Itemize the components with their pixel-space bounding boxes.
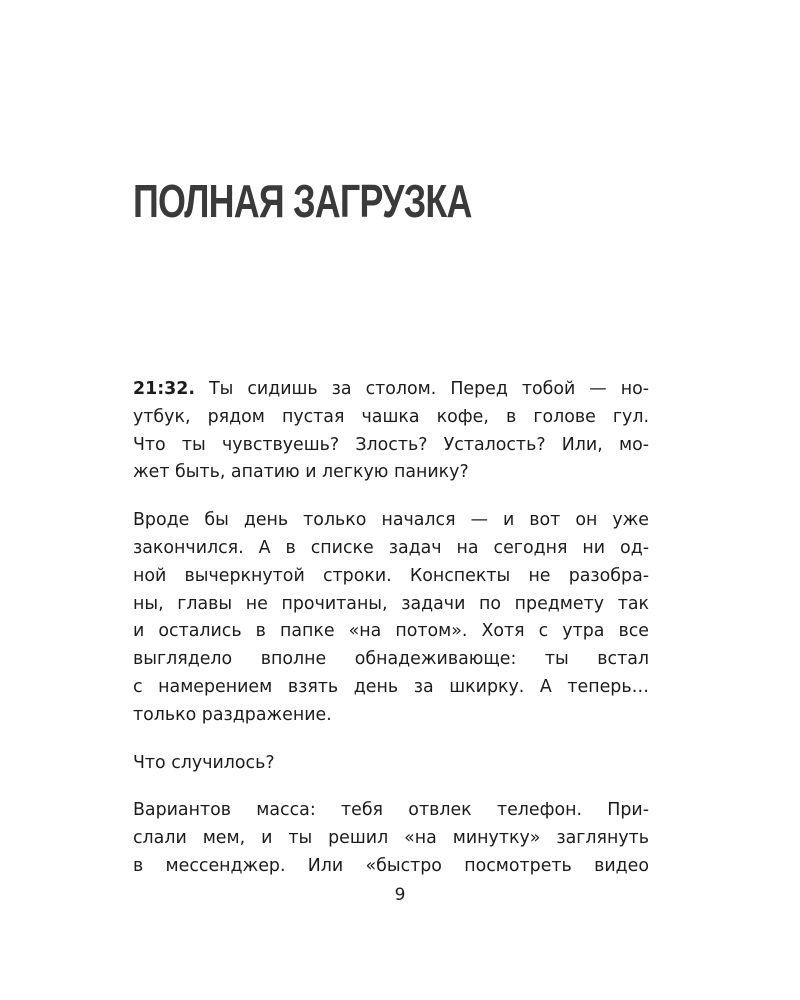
paragraph [133,507,649,729]
text-line: ны, главы не прочитаны, задачи по предмету так [133,593,649,614]
body-text [133,376,649,881]
paragraph [133,797,649,880]
text-line: 21:32. Ты сидишь за столом. Перед тобой — но- [133,379,649,399]
page-number: 9 [394,885,406,905]
text-line: закончился. А в списке задач на сегодня ни од- [133,537,649,558]
timestamp: 21:32. [133,379,195,399]
text-line: и остались в папке «на потом». Хотя с утра все [133,621,649,642]
text-line: только раздражение. [133,704,332,725]
text-line: Вариантов масса: тебя отвлек телефон. При- [133,800,649,821]
text-line: Что ты чувствуешь? Злость? Усталость? Или, мо- [133,434,649,455]
paragraph [133,750,649,778]
text-line: в мессенджер. Или «быстро посмотреть видео [133,855,649,876]
text-line: утбук, рядом пустая чашка кофе, в голове гул. [133,406,649,427]
paragraph-gap [133,487,649,507]
text-line: слали мем, и ты решил «на минутку» заглянуть [133,828,649,849]
text-line: с намерением взять день за шкирку. А теперь… [133,676,649,697]
chapter-title: ПОЛНАЯ ЗАГРУЗКА [133,175,472,227]
paragraph [133,376,649,487]
text-line: Вроде бы день только начался — и вот он уже [133,510,649,531]
text-line: выглядело вполне обнадеживающе: ты встал [133,649,649,670]
text-line: жет быть, апатию и легкую панику? [133,462,469,483]
paragraph-gap [133,777,649,797]
text-line: ной вычеркнутой строки. Конспекты не разобра- [133,565,649,586]
text-line: Что случилось? [133,752,275,773]
paragraph-gap [133,730,649,750]
